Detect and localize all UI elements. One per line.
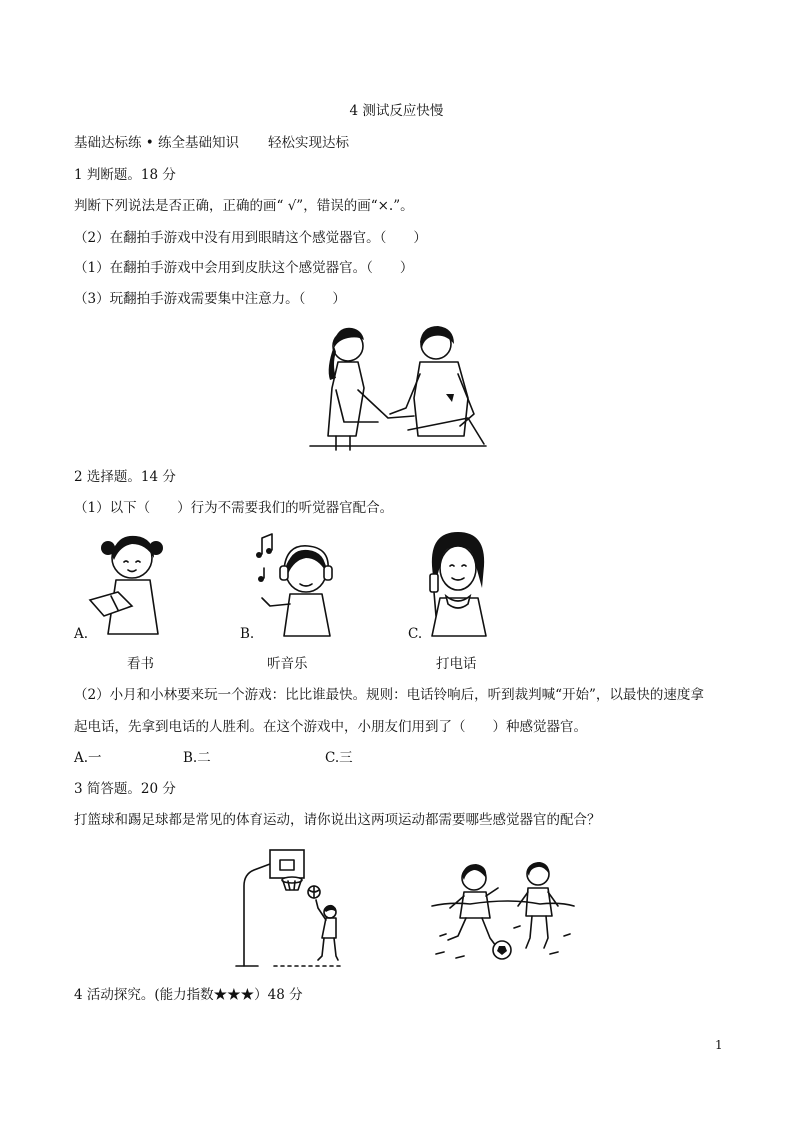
option-c-letter: C. — [408, 626, 423, 642]
section1-item-2: （1）在翻拍手游戏中会用到皮肤这个感觉器官。（ ） — [74, 260, 414, 276]
option-a-caption: 看书 — [127, 656, 154, 672]
subtitle-right: 轻松实现达标 — [268, 135, 349, 151]
option-b-caption: 听音乐 — [267, 656, 308, 672]
option-c-phone-image — [418, 526, 498, 638]
page-title: 4 测试反应快慢 — [349, 103, 444, 119]
section2-question-2: （2）小月和小林要来玩一个游戏：比比谁最快。规则：电话铃响后，听到裁判喊“开始”，以最快的速度拿起电话，先拿到电话的人胜利。在这个游戏中，小朋友们用到了（ ）种感觉器官。 — [74, 687, 704, 735]
option-a-reading-image — [86, 530, 182, 636]
subtitle-left: 基础达标练 • 练全基础知识 — [74, 135, 240, 151]
section4-heading: 4 活动探究。(能力指数★★★）48 分 — [74, 987, 303, 1003]
section3-heading: 3 简答题。20 分 — [74, 781, 176, 797]
section1-item-3: （3）玩翻拍手游戏需要集中注意力。（ ） — [74, 291, 346, 307]
section1-heading: 1 判断题。18 分 — [74, 167, 176, 183]
page-number: 1 — [715, 1038, 723, 1052]
section1-item-1: （2）在翻拍手游戏中没有用到眼睛这个感觉器官。（ ） — [74, 230, 427, 246]
q2-option-a: A.一 — [74, 750, 102, 766]
option-c-caption: 打电话 — [436, 656, 477, 672]
section2-question-1: （1）以下（ ）行为不需要我们的听觉器官配合。 — [74, 500, 394, 516]
option-b-music-image — [252, 528, 348, 638]
soccer-illustration — [430, 858, 576, 964]
option-b-letter: B. — [240, 626, 255, 642]
basketball-illustration — [234, 846, 344, 970]
section2-heading: 2 选择题。14 分 — [74, 469, 176, 485]
section1-instruction: 判断下列说法是否正确，正确的画“ √”，错误的画“×.”。 — [74, 198, 414, 214]
clapping-game-illustration — [308, 318, 488, 454]
option-a-letter: A. — [74, 626, 89, 642]
q2-option-c: C.三 — [325, 750, 353, 766]
q2-option-b: B.二 — [183, 750, 211, 766]
section3-question: 打篮球和踢足球都是常见的体育运动，请你说出这两项运动都需要哪些感觉器官的配合？ — [74, 812, 601, 828]
